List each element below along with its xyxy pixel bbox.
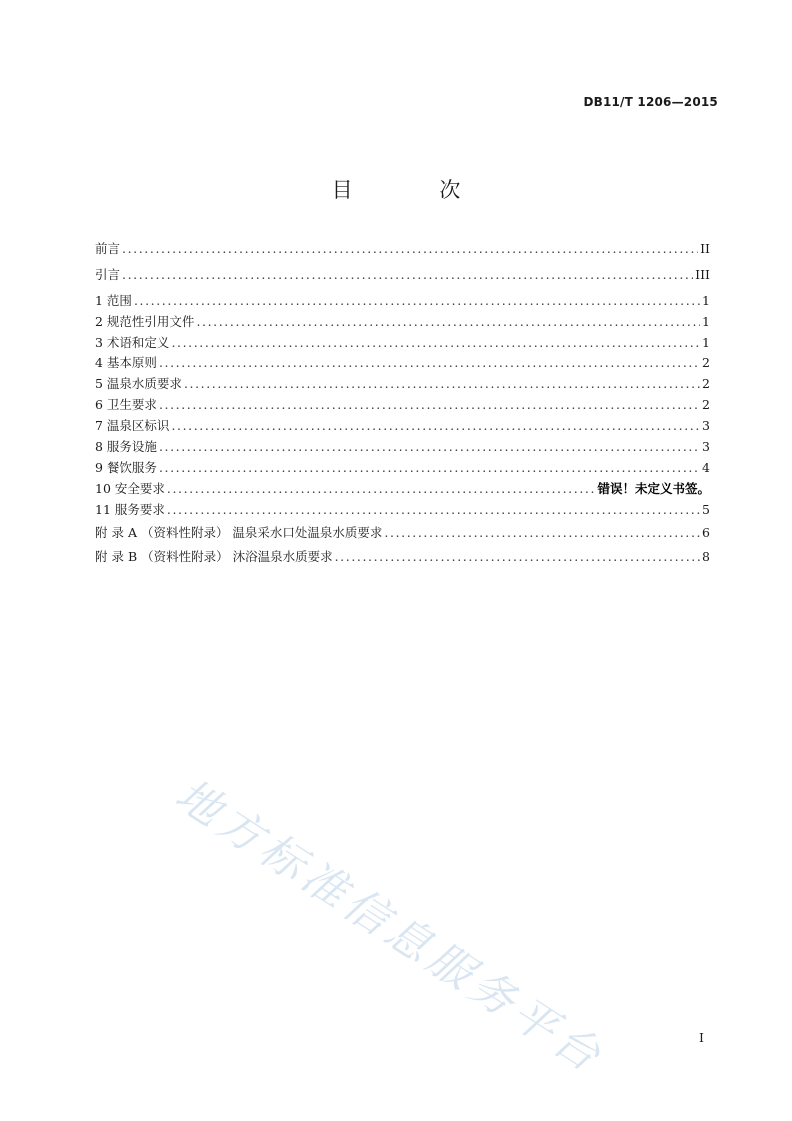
toc-leader-dots xyxy=(184,374,700,395)
toc-entry-label: 前言 xyxy=(95,241,121,256)
toc-entry-label: 引言 xyxy=(95,266,121,282)
toc-entry[interactable] xyxy=(95,374,710,395)
toc-entry-page: 2 xyxy=(702,397,710,413)
toc-title: 目 次 xyxy=(331,178,501,202)
toc-leader-dots xyxy=(159,353,700,374)
toc-entry-page: 2 xyxy=(702,376,710,392)
toc-entry-label: 4 基本原则 xyxy=(95,355,157,371)
toc-entry-page: 2 xyxy=(702,355,710,371)
toc-entry-label: 9 餐饮服务 xyxy=(95,459,157,475)
toc-entry-label: 8 服务设施 xyxy=(95,439,157,455)
toc-leader-dots xyxy=(159,437,700,458)
toc-entry-page: 8 xyxy=(702,548,710,564)
toc-entry[interactable] xyxy=(95,265,710,286)
page-number: I xyxy=(699,1030,704,1045)
toc-entry[interactable] xyxy=(95,545,710,569)
toc-leader-dots xyxy=(159,458,700,479)
toc-leader-dots xyxy=(122,239,698,260)
toc-leader-dots xyxy=(171,416,700,437)
toc-entry-page: 1 xyxy=(702,292,710,308)
toc-entry[interactable] xyxy=(95,291,710,312)
toc-leader-dots xyxy=(167,479,596,500)
toc-entry[interactable] xyxy=(95,395,710,416)
toc-entry-label: 附 录 A （资料性附录） 温泉采水口处温泉水质要求 xyxy=(95,524,383,540)
toc-entry[interactable] xyxy=(95,521,710,545)
toc-entry[interactable] xyxy=(95,458,710,479)
toc-entry[interactable] xyxy=(95,333,710,354)
toc-entry-label: 5 温泉水质要求 xyxy=(95,376,182,392)
document-code: DB11/T 1206—2015 xyxy=(583,95,718,109)
toc-leader-dots xyxy=(196,312,700,333)
toc-entry-page: 1 xyxy=(702,313,710,329)
toc-leader-dots xyxy=(159,395,700,416)
table-of-contents xyxy=(95,239,710,569)
toc-leader-dots xyxy=(384,521,700,545)
toc-leader-dots xyxy=(171,333,700,354)
toc-entry-label: 3 术语和定义 xyxy=(95,334,170,350)
toc-entry-page: 4 xyxy=(702,459,710,475)
toc-entry[interactable] xyxy=(95,437,710,458)
toc-entry[interactable] xyxy=(95,416,710,437)
toc-entry-page: 3 xyxy=(702,418,710,434)
toc-entry-label: 1 范围 xyxy=(95,292,132,308)
toc-entry[interactable] xyxy=(95,479,710,500)
toc-entry-label: 11 服务要求 xyxy=(95,501,165,517)
toc-leader-dots xyxy=(122,265,693,286)
toc-entry[interactable] xyxy=(95,312,710,333)
toc-entry-label: 2 规范性引用文件 xyxy=(95,313,195,329)
toc-leader-dots xyxy=(335,545,700,569)
toc-entry-page: II xyxy=(700,241,710,256)
watermark: 地方标准信息服务平台 xyxy=(166,769,614,1085)
toc-leader-dots xyxy=(134,291,700,312)
toc-entry-page: III xyxy=(695,266,710,282)
toc-entry-page: 5 xyxy=(702,501,710,517)
toc-entry-label: 6 卫生要求 xyxy=(95,397,157,413)
toc-entry-page: 6 xyxy=(702,524,710,540)
toc-entry-label: 10 安全要求 xyxy=(95,480,165,496)
toc-entry[interactable] xyxy=(95,239,710,260)
toc-entry-page: 1 xyxy=(702,334,710,350)
toc-entry-label: 7 温泉区标识 xyxy=(95,418,170,434)
toc-entry[interactable] xyxy=(95,353,710,374)
toc-entry[interactable] xyxy=(95,500,710,521)
toc-entry-page: 3 xyxy=(702,439,710,455)
toc-leader-dots xyxy=(167,500,700,521)
toc-entry-label: 附 录 B （资料性附录） 沐浴温泉水质要求 xyxy=(95,548,333,564)
toc-entry-error: 错误！未定义书签。 xyxy=(597,480,710,496)
